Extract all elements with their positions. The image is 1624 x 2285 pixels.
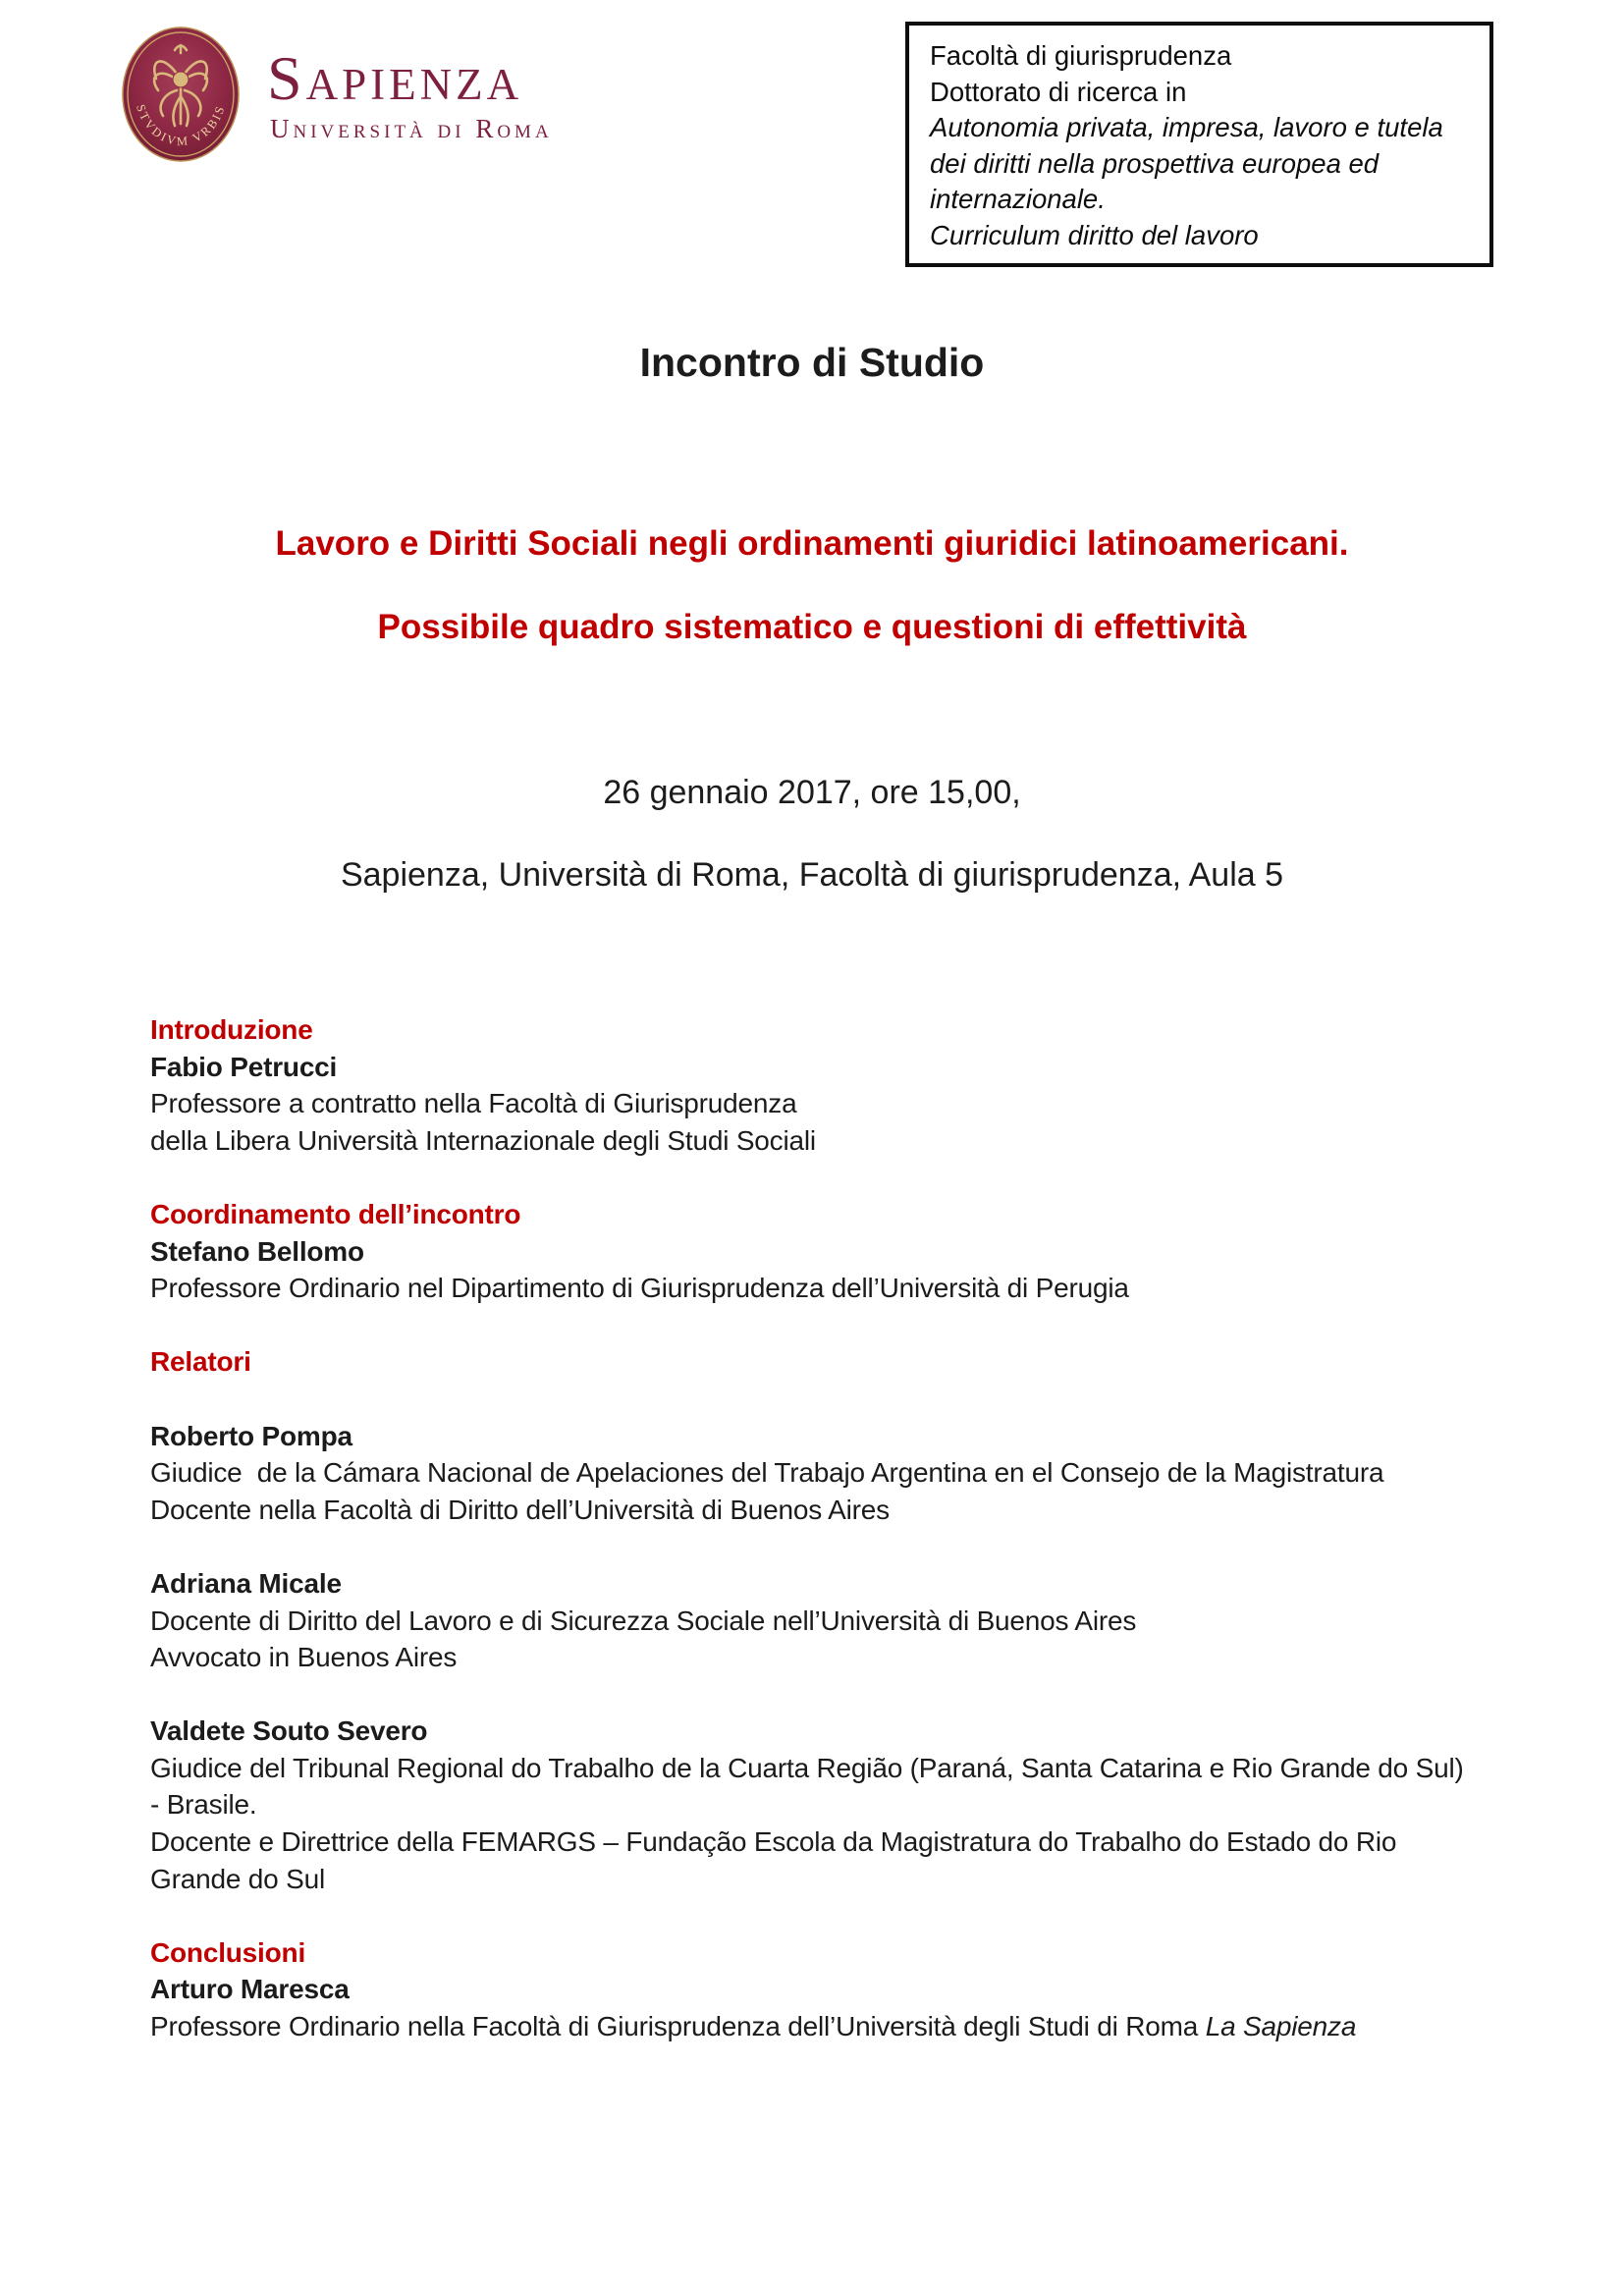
program [150, 1011, 1490, 2045]
person-line: Docente e Direttrice della FEMARGS – Fundação Escola da Magistratura do Trabalho do Estado do Rio [150, 1826, 1397, 1858]
logo-wordmark [267, 43, 553, 143]
person-line: Professore a contratto nella Facoltà di Giurisprudenza [150, 1088, 797, 1119]
person-line: Avvocato in Buenos Aires [150, 1642, 458, 1673]
program-section [150, 1934, 1490, 2045]
person-name: Arturo Maresca [150, 1974, 350, 2005]
section-heading: Relatori [150, 1346, 251, 1378]
person-block [150, 1713, 1490, 1897]
person-line: Docente di Diritto del Lavoro e di Sicurezza Sociale nell’Università di Buenos Aires [150, 1605, 1137, 1636]
program-section [150, 1196, 1490, 1307]
person-block [150, 1233, 1490, 1307]
person-line: Giudice de la Cámara Nacional de Apelaciones del Trabajo Argentina en el Consejo de la Magistratura [150, 1457, 1384, 1489]
info-box-line: Facoltà di giurisprudenza [930, 40, 1232, 71]
info-box-line: Curriculum diritto del lavoro [930, 219, 1259, 250]
section-heading: Introduzione [150, 1014, 313, 1045]
info-box-line: Dottorato di ricerca in [930, 76, 1187, 107]
program-section [150, 1011, 1490, 1159]
info-box-line: internazionale. [930, 184, 1106, 214]
sapienza-emblem-icon [120, 26, 242, 163]
person-block [150, 1971, 1490, 2044]
person-line: della Libera Università Internazionale degli Studi Sociali [150, 1124, 816, 1156]
person-line: Grande do Sul [150, 1863, 325, 1894]
event-title-line2: Possibile quadro sistematico e questioni di effettività [377, 608, 1247, 646]
section-heading: Conclusioni [150, 1936, 306, 1968]
person-line: Docente nella Facoltà di Diritto dell’Università di Buenos Aires [150, 1494, 890, 1525]
event-title-line1: Lavoro e Diritti Sociali negli ordinamenti giuridici latinoamericani. [275, 524, 1349, 563]
person-block [150, 1418, 1490, 1529]
event-venue: Sapienza, Università di Roma, Facoltà di giurisprudenza, Aula 5 [340, 856, 1284, 894]
faculty-info-box [905, 22, 1493, 267]
program-section [150, 1343, 1490, 1897]
event-datetime: 26 gennaio 2017, ore 15,00, [603, 774, 1021, 811]
emblem-motto: STVDIVM VRBIS [133, 102, 229, 149]
section-heading: Coordinamento dell’incontro [150, 1198, 521, 1229]
logo-name: Sapienza [267, 43, 523, 113]
logo-subtitle: Università di Roma [270, 114, 553, 143]
info-box-line: Autonomia privata, impresa, lavoro e tutela [930, 112, 1443, 142]
person-line: Giudice del Tribunal Regional do Trabalho de la Cuarta Região (Paraná, Santa Catarina e Rio Grande do Sul) [150, 1752, 1464, 1783]
person-block [150, 1565, 1490, 1676]
person-line: - Brasile. [150, 1789, 257, 1821]
italic-suffix: La Sapienza [1205, 2011, 1357, 2042]
person-block [150, 1049, 1490, 1160]
person-name: Adriana Micale [150, 1567, 342, 1599]
person-line: Professore Ordinario nella Facoltà di Giurisprudenza dell’Università degli Studi di Roma La Sapienza [150, 2011, 1357, 2042]
person-name: Roberto Pompa [150, 1420, 352, 1451]
person-name: Valdete Souto Severo [150, 1715, 428, 1747]
event-kicker: Incontro di Studio [639, 340, 985, 385]
person-name: Stefano Bellomo [150, 1235, 364, 1267]
person-name: Fabio Petrucci [150, 1051, 338, 1082]
person-line: Professore Ordinario nel Dipartimento di Giurisprudenza dell’Università di Perugia [150, 1273, 1129, 1304]
info-box-line: dei diritti nella prospettiva europea ed [930, 147, 1380, 179]
